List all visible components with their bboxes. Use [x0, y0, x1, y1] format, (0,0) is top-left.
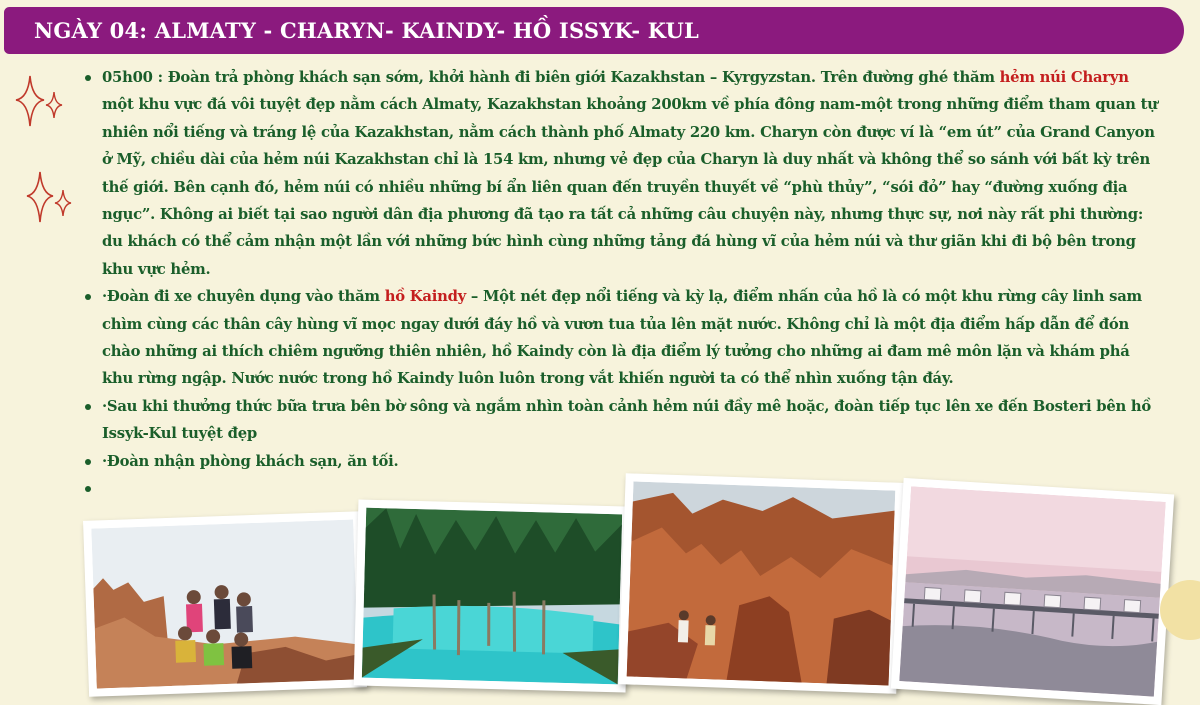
sparkle-icon: [20, 168, 78, 230]
sparkle-icon: [10, 70, 68, 132]
list-item: ·Sau khi thưởng thức bữa trưa bên bờ sông và ngắm nhìn toàn cảnh hẻm núi đầy mê hoặc, đoàn tiếp tục lên xe đến Bosteri bên hồ Issyk-Kul tuyệt đẹp: [102, 393, 1162, 448]
itinerary-list: [80, 64, 1162, 503]
charyn-canyon-photo: [618, 473, 903, 694]
day-title: NGÀY 04: ALMATY - CHARYN- KAINDY- HỒ ISSYK- KUL: [34, 18, 699, 43]
itinerary-content: [80, 64, 1162, 503]
list-item: ·Đoàn đi xe chuyên dụng vào thăm hồ Kaindy – Một nét đẹp nổi tiếng và kỳ lạ, điểm nhấn của hồ là có một khu rừng cây linh sam chìm cùng các thân cây hùng vĩ mọc ngay dưới đáy hồ và vươn tua tủa lên mặt nước. Không chỉ là một địa điểm hấp dẫn để đón chào những ai thích chiêm ngưỡng thiên nhiên, hồ Kaindy còn là địa điểm lý tưởng cho những ai đam mê môn lặn và khám phá khu rừng ngập. Nước nước trong hồ Kaindy luôn luôn trong vắt khiến người ta có thể nhìn xuống tận đáy.: [102, 283, 1162, 393]
highlight-kaindy: hồ Kaindy: [384, 288, 467, 306]
highlight-charyn: hẻm núi Charyn: [999, 69, 1129, 86]
list-item: 05h00 : Đoàn trả phòng khách sạn sớm, khởi hành đi biên giới Kazakhstan – Kyrgyzstan. Trên đường ghé thăm hẻm núi Charyn một khu vực đá vôi tuyệt đẹp nằm cách Almaty, Kazakhstan khoảng 200km về phía đông nam-một trong những điểm tham quan tự nhiên nổi tiếng và tráng lệ của Kazakhstan, nằm cách thành phố Almaty 220 km. Charyn còn được ví là “em út” của Grand Canyon ở Mỹ, chiều dài của hẻm núi Kazakhstan chỉ là 154 km, nhưng vẻ đẹp của Charyn là duy nhất và không thể so sánh với bất kỳ trên thế giới. Bên cạnh đó, hẻm núi có nhiều những bí ẩn liên quan đến truyền thuyết về “phù thủy”, “sói đỏ” hay “đường xuống địa ngục”. Không ai biết tại sao người dân địa phương đã tạo ra tất cả những câu chuyện này, nhưng thực sự, nơi này rất phi thường: du khách có thể cảm nhận một lần với những bức hình cùng những tảng đá hùng vĩ của hẻm núi và thư giãn khi đi bộ bên trong khu vực hẻm.: [102, 64, 1162, 283]
day-header-bar: [4, 7, 1184, 54]
kaindy-lake-photo: [354, 499, 631, 692]
issyk-kul-pier-photo: [891, 478, 1174, 705]
group-photo-charyn: [83, 511, 367, 697]
list-item: ·Đoàn nhận phòng khách sạn, ăn tối.: [102, 448, 1162, 475]
